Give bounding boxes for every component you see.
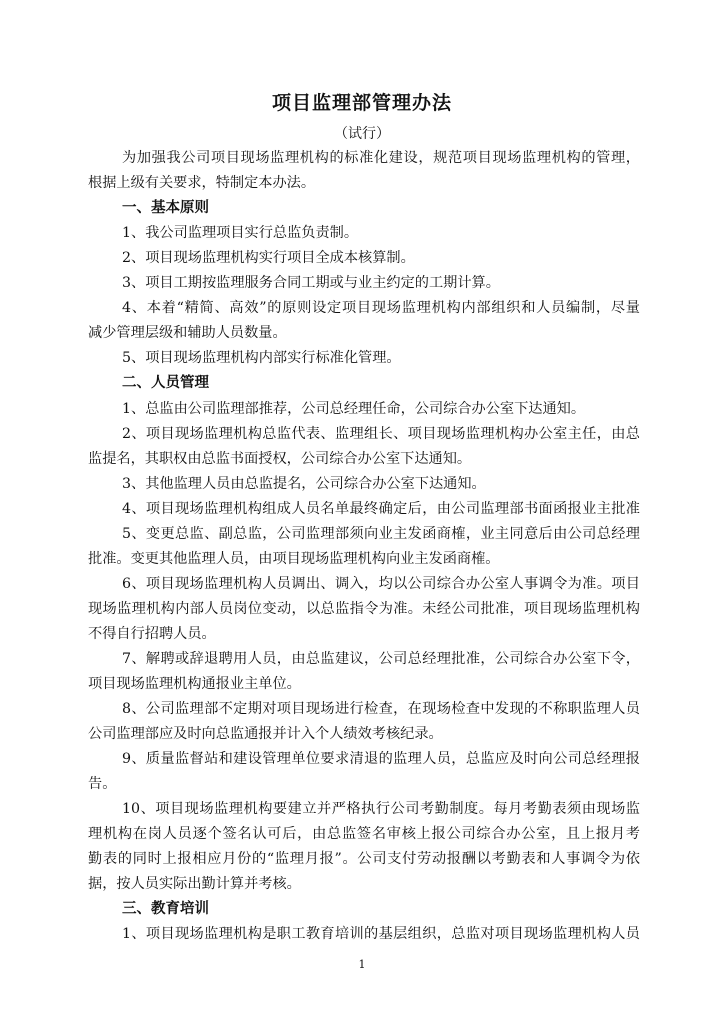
section-2-item-2-line-1: 2、项目现场监理机构总监代表、监理组长、项目现场监理机构办公室主任，由总 xyxy=(122,426,640,442)
section-2-item-8-line-1: 8、公司监理部不定期对项目现场进行检查，在现场检查中发现的不称职监理人员 xyxy=(122,701,640,717)
section-3-heading: 三、教育培训 xyxy=(122,901,209,917)
section-2-item-4: 4、项目现场监理机构组成人员名单最终确定后，由公司监理部书面函报业主批准 xyxy=(122,501,640,517)
section-2-item-5-line-1: 5、变更总监、副总监，公司监理部须向业主发函商榷，业主同意后由公司总经理 xyxy=(122,526,640,542)
section-2-item-2-line-2: 监提名，其职权由总监书面授权，公司综合办公室下达通知。 xyxy=(88,451,472,467)
section-1-item-3: 3、项目工期按监理服务合同工期或与业主约定的工期计算。 xyxy=(122,275,500,291)
section-2-item-1: 1、总监由公司监理部推荐，公司总经理任命，公司综合办公室下达通知。 xyxy=(122,401,586,417)
section-1-item-2: 2、项目现场监理机构实行项目全成本核算制。 xyxy=(122,250,415,266)
section-2-item-10-line-3: 勤表的同时上报相应月份的“监理月报”。公司支付劳动报酬以考勤表和人事调令为依 xyxy=(88,851,640,867)
section-2-heading: 二、人员管理 xyxy=(122,375,209,391)
section-1-heading: 一、基本原则 xyxy=(122,200,209,216)
section-2-item-10-line-2: 理机构在岗人员逐个签名认可后，由总监签名审核上报公司综合办公室，且上报月考 xyxy=(88,826,640,842)
section-1-item-1: 1、我公司监理项目实行总监负责制。 xyxy=(122,225,359,241)
section-2-item-6-line-1: 6、项目现场监理机构人员调出、调入，均以公司综合办公室人事调令为准。项目 xyxy=(122,576,640,592)
section-1-item-5: 5、项目现场监理机构内部实行标准化管理。 xyxy=(122,350,401,366)
intro-line-2: 根据上级有关要求，特制定本办法。 xyxy=(88,175,316,191)
section-2-item-10-line-4: 据，按人员实际出勤计算并考核。 xyxy=(88,876,301,892)
intro-line-1: 为加强我公司项目现场监理机构的标准化建设，规范项目现场监理机构的管理， xyxy=(122,150,640,166)
document-title: 项目监理部管理办法 xyxy=(271,92,452,114)
section-2-item-9-line-2: 告。 xyxy=(88,776,117,792)
section-2-item-9-line-1: 9、质量监督站和建设管理单位要求清退的监理人员，总监应及时向公司总经理报 xyxy=(122,751,640,767)
section-3-item-1: 1、项目现场监理机构是职工教育培训的基层组织，总监对项目现场监理机构人员 xyxy=(122,926,640,942)
section-2-item-5-line-2: 批准。变更其他监理人员，由项目现场监理机构向业主发函商榷。 xyxy=(88,551,500,567)
section-1-item-4-line-1: 4、本着“精简、高效”的原则设定项目现场监理机构内部组织和人员编制，尽量 xyxy=(122,300,640,316)
section-2-item-6-line-3: 不得自行招聘人员。 xyxy=(88,626,216,642)
section-2-item-7-line-2: 项目现场监理机构通报业主单位。 xyxy=(88,676,301,692)
document-subtitle: （试行） xyxy=(334,126,390,142)
page-number: 1 xyxy=(358,958,366,971)
section-2-item-8-line-2: 公司监理部应及时向总监通报并计入个人绩效考核纪录。 xyxy=(88,726,443,742)
section-1-item-4-line-2: 减少管理层级和辅助人员数量。 xyxy=(88,325,287,341)
section-2-item-7-line-1: 7、解聘或辞退聘用人员，由总监建议，公司总经理批准，公司综合办公室下令， xyxy=(122,651,640,667)
section-2-item-3: 3、其他监理人员由总监提名，公司综合办公室下达通知。 xyxy=(122,476,486,492)
section-2-item-6-line-2: 现场监理机构内部人员岗位变动，以总监指令为准。未经公司批准，项目现场监理机构 xyxy=(88,601,640,617)
section-2-item-10-line-1: 10、项目现场监理机构要建立并严格执行公司考勤制度。每月考勤表须由现场监 xyxy=(122,801,640,817)
